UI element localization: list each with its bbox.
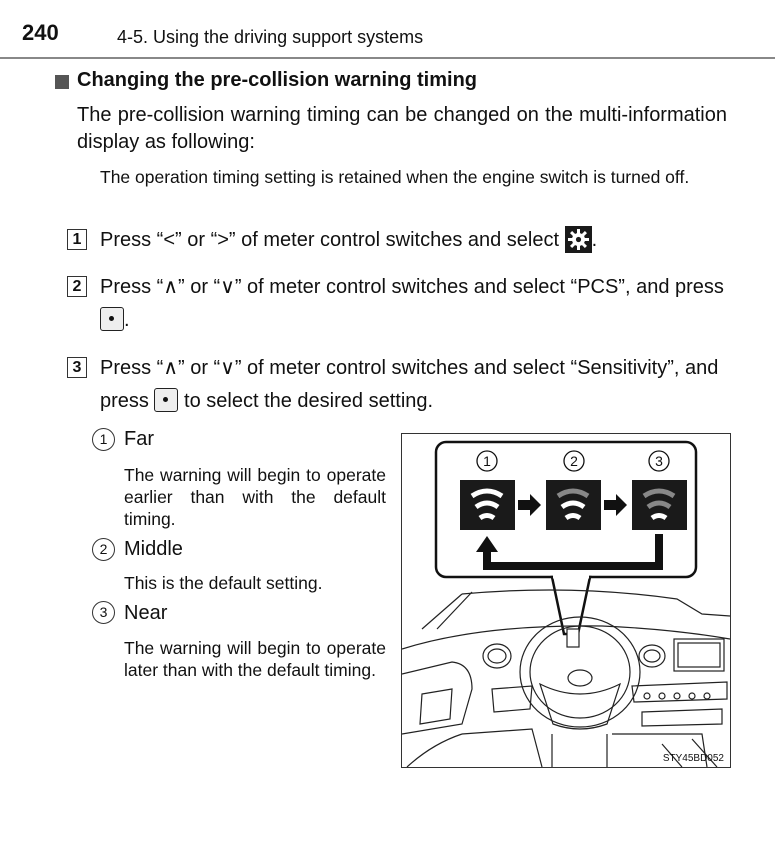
- enter-button-icon: [100, 307, 124, 331]
- option-label-far: Far: [124, 428, 154, 450]
- header-rule: [0, 57, 775, 59]
- option-number-3: 3: [92, 601, 115, 624]
- option-number-1: 1: [92, 428, 115, 451]
- callout-1: 1: [483, 453, 491, 469]
- callout-2: 2: [570, 453, 578, 469]
- intro-paragraph: The pre-collision warning timing can be changed on the multi-information display as following:: [77, 104, 727, 153]
- page-heading: Changing the pre-collision warning timing: [77, 69, 477, 91]
- step-1-text-b: .: [591, 229, 598, 251]
- step-1-text-a: Press “<” or “>” of meter control switches and select: [100, 229, 565, 251]
- settings-gear-icon: [565, 226, 592, 253]
- option-label-middle: Middle: [124, 538, 183, 560]
- note-paragraph: The operation timing setting is retained when the engine switch is turned off.: [100, 167, 690, 187]
- timing-icon-middle: [546, 480, 601, 530]
- timing-icon-near: [632, 480, 687, 530]
- option-desc-near: The warning will begin to operate later than with the default timing.: [124, 638, 386, 680]
- step-3-text-a: Press “∧” or “∨” of meter control switches and select “Sensitivity”, and press: [100, 357, 719, 412]
- step-3: [100, 352, 730, 418]
- option-desc-far: The warning will begin to operate earlier than with the default timing.: [124, 465, 386, 529]
- heading-square-icon: [55, 75, 69, 89]
- step-number-2: 2: [67, 276, 87, 297]
- step-2-text-a: Press “∧” or “∨” of meter control switches and select “PCS”, and press: [100, 276, 724, 298]
- option-label-near: Near: [124, 602, 168, 624]
- figure-code: STY45BD052: [662, 753, 724, 764]
- dashboard-illustration: [402, 434, 730, 767]
- step-number-1: 1: [67, 229, 87, 250]
- step-1: [100, 224, 730, 257]
- callout-3: 3: [655, 453, 663, 469]
- option-number-2: 2: [92, 538, 115, 561]
- section-title: 4-5. Using the driving support systems: [117, 27, 424, 47]
- dashboard-figure: [401, 433, 731, 768]
- timing-icon-far: [460, 480, 515, 530]
- step-2-text-b: .: [124, 309, 130, 331]
- option-desc-middle: This is the default setting.: [124, 573, 323, 593]
- step-3-text-b: to select the desired setting.: [178, 390, 434, 412]
- step-number-3: 3: [67, 357, 87, 378]
- enter-button-icon: [154, 388, 178, 412]
- page-number: 240: [22, 20, 59, 45]
- step-2: [100, 271, 730, 337]
